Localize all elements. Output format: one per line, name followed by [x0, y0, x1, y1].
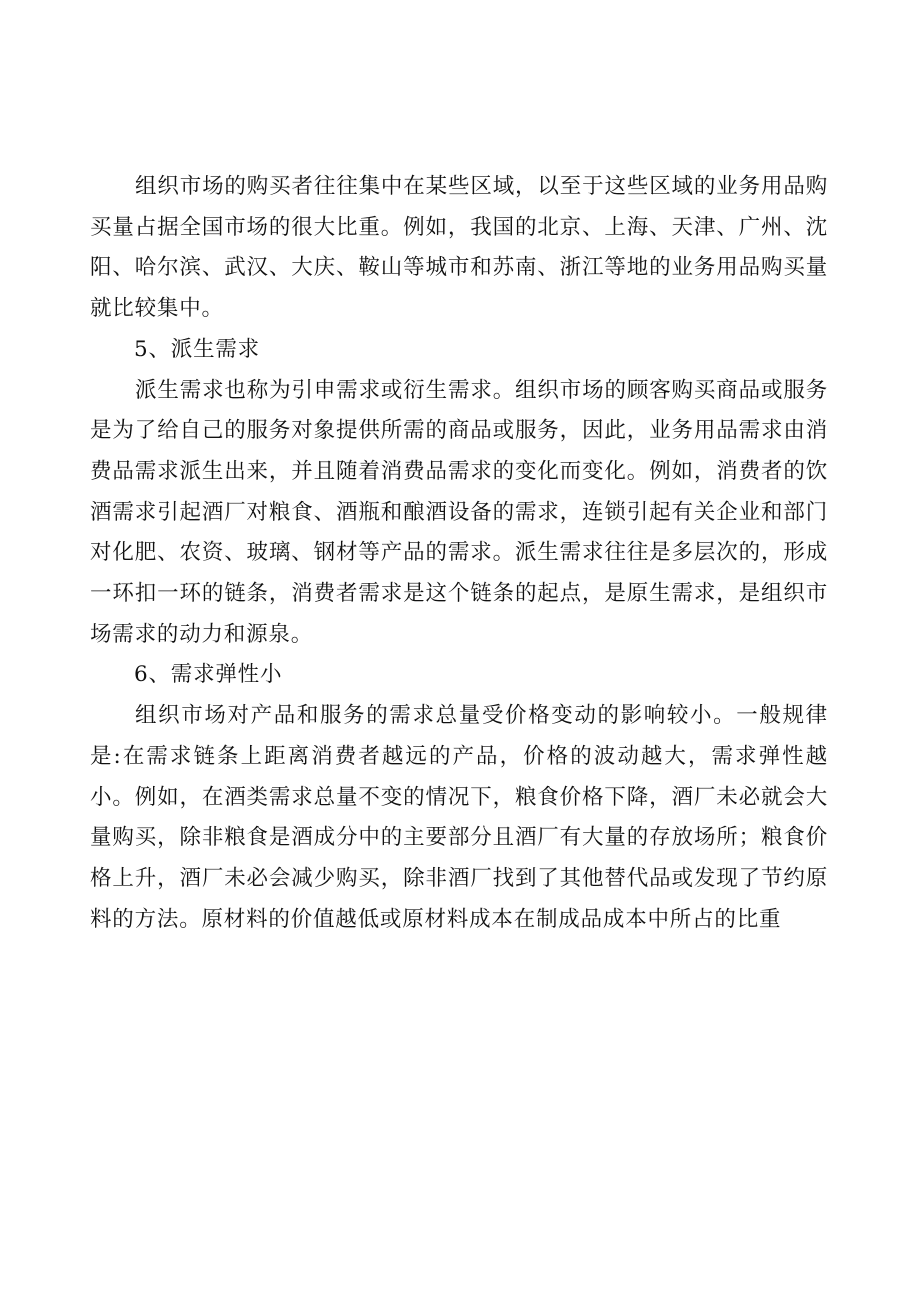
section-heading-derived-demand: 5、派生需求 — [134, 336, 260, 362]
document-body — [90, 167, 828, 940]
section-heading-inelastic-demand: 6、需求弹性小 — [134, 662, 283, 688]
paragraph-derived-demand: 派生需求也称为引申需求或衍生需求。组织市场的顾客购买商品或服务是为了给自己的服务对象提供所需的商品或服务，因此，业务用品需求由消费品需求派生出来，并且随着消费品需求的变化而变化。例如，消费者的饮酒需求引起酒厂对粮食、酒瓶和酿酒设备的需求，连锁引起有关企业和部门对化肥、农资、玻璃、钢材等产品的需求。派生需求往往是多层次的，形成一环扣一环的链条，消费者需求是这个链条的起点，是原生需求，是组织市场需求的动力和源泉。 — [90, 377, 828, 647]
paragraph-concentrated-buyers: 组织市场的购买者往往集中在某些区域，以至于这些区域的业务用品购买量占据全国市场的很大比重。例如，我国的北京、上海、天津、广州、沈阳、哈尔滨、武汉、大庆、鞍山等城市和苏南、浙江等地的业务用品购买量就比较集中。 — [90, 174, 828, 322]
paragraph-inelastic-demand: 组织市场对产品和服务的需求总量受价格变动的影响较小。一般规律是:在需求链条上距离消费者越远的产品，价格的波动越大，需求弹性越小。例如，在酒类需求总量不变的情况下，粮食价格下降，酒厂未必就会大量购买，除非粮食是酒成分中的主要部分且酒厂有大量的存放场所；粮食价格上升，酒厂未必会减少购买，除非酒厂找到了其他替代品或发现了节约原料的方法。原材料的价值越低或原材料成本在制成品成本中所占的比重 — [90, 703, 828, 932]
